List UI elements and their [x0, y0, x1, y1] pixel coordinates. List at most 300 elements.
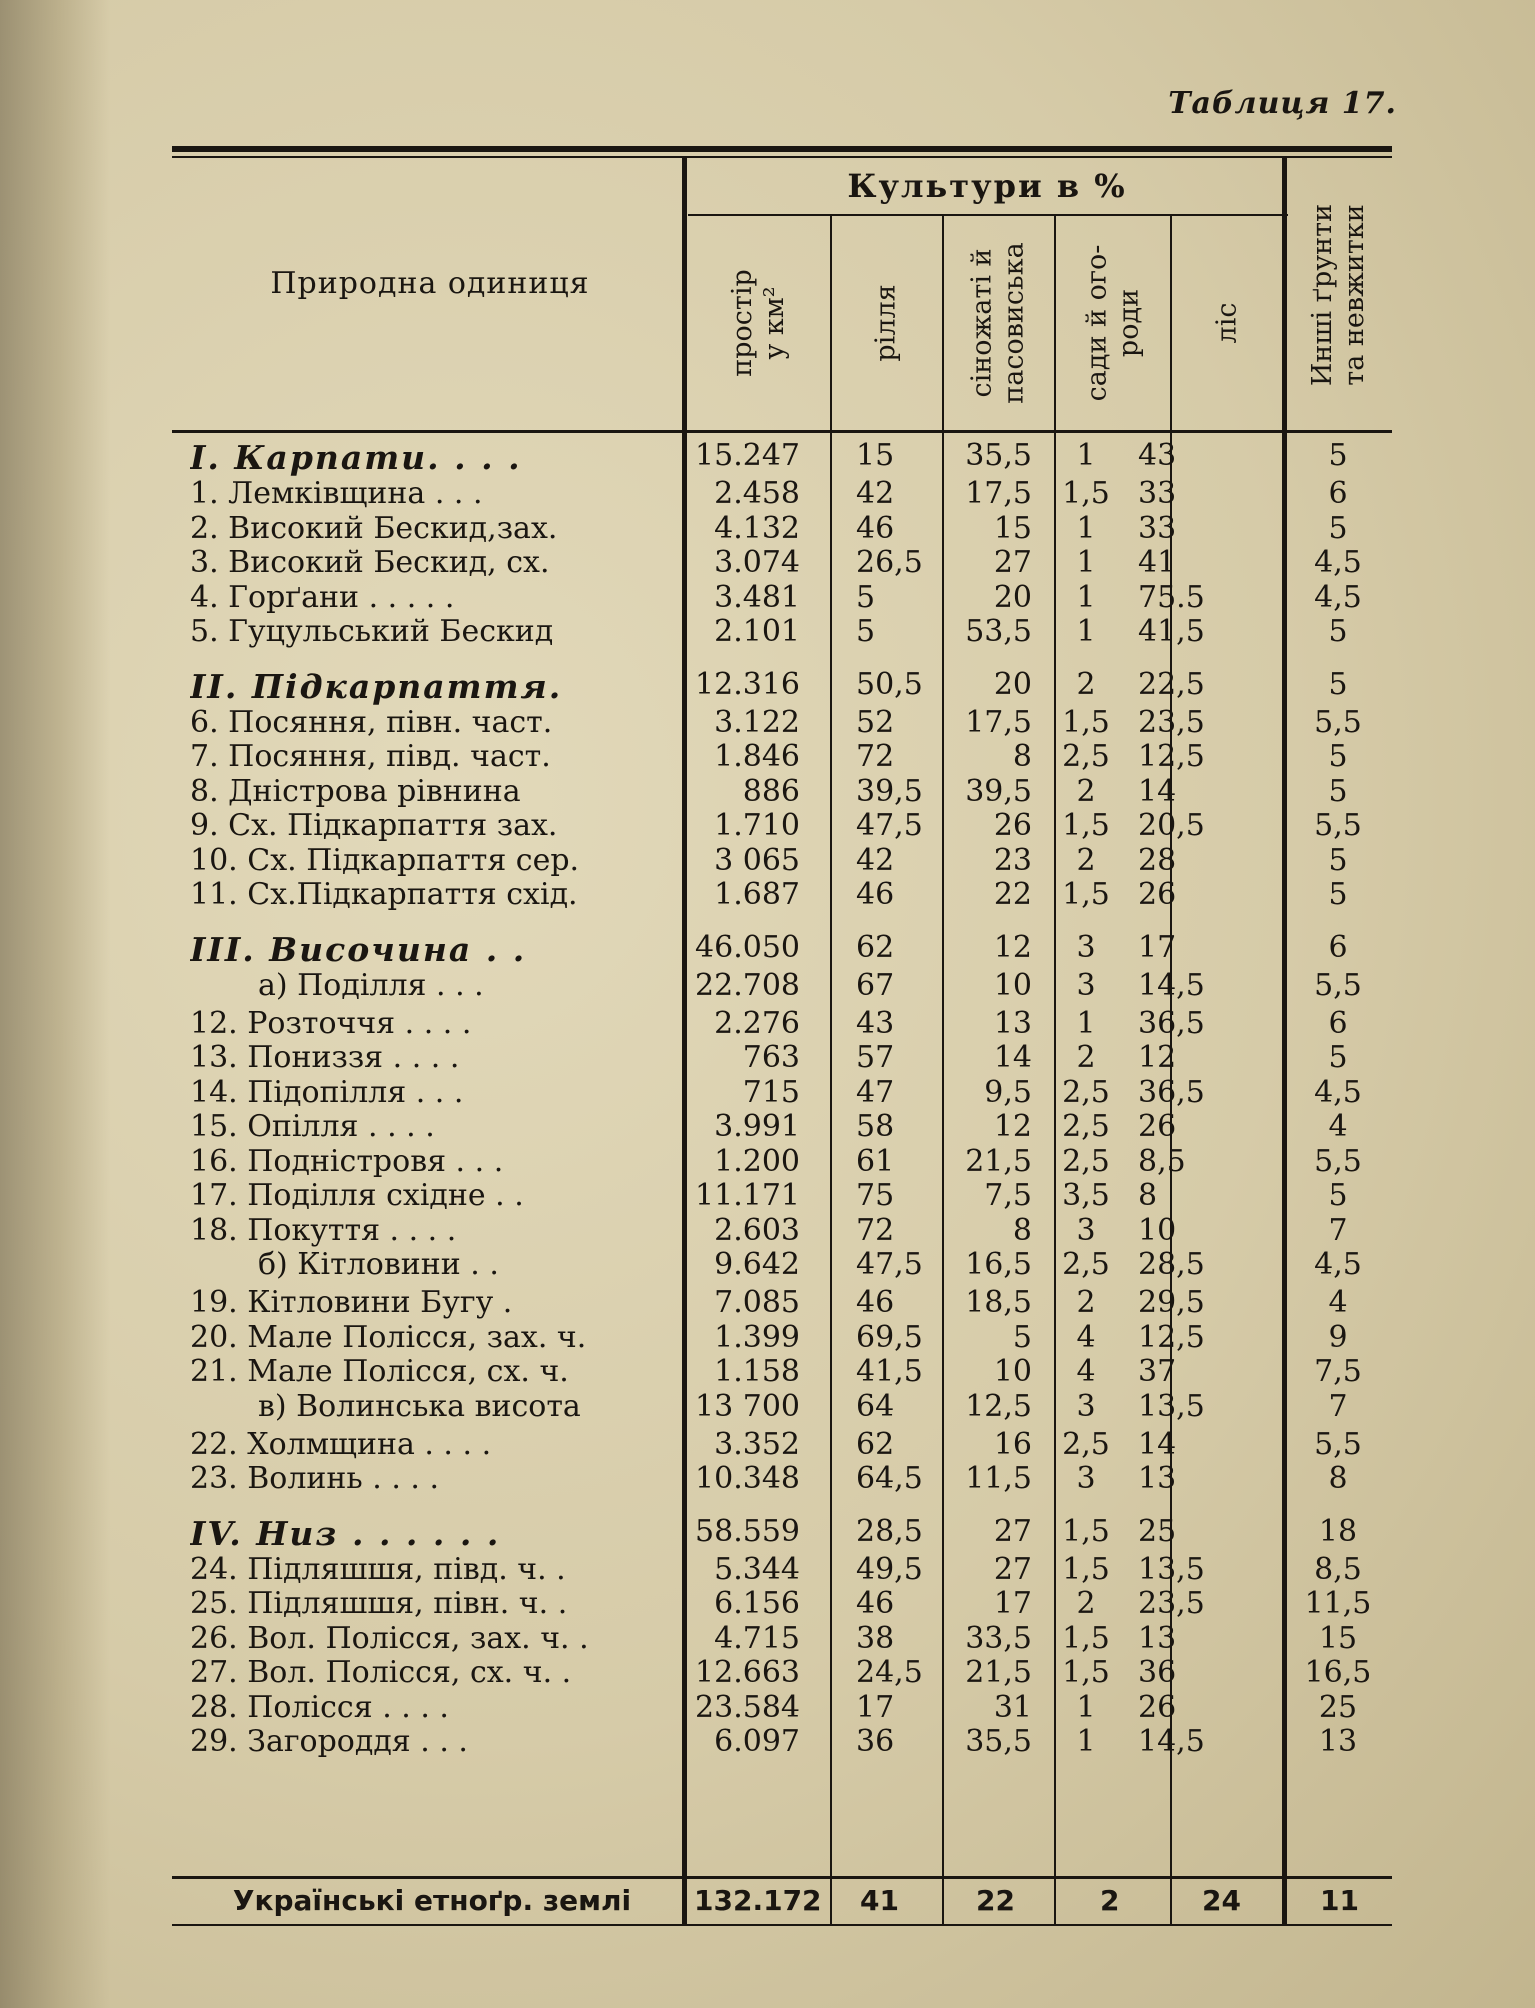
cell-rillia: 69,5 [856, 1319, 923, 1355]
cell-sady: 4 [1076, 1319, 1096, 1355]
cell-area: 1.710 [714, 808, 800, 843]
cell-sady: 1 [1076, 614, 1096, 649]
row-name: 24. Підляшшя, півд. ч. . [190, 1551, 566, 1587]
cell-sinozhati: 21,5 [965, 1655, 1032, 1690]
subgroup-row [172, 1247, 1392, 1281]
table-row [172, 1178, 1392, 1212]
cell-sady: 2,5 [1062, 1109, 1110, 1144]
page-edge-shadow [0, 0, 110, 2008]
cell-sady: 3 [1076, 967, 1096, 1003]
group-row [172, 438, 1392, 477]
cell-area: 3.481 [714, 579, 800, 615]
cell-area: 715 [742, 1074, 800, 1110]
cell-area: 763 [742, 1040, 800, 1075]
table-row [172, 545, 1392, 579]
cell-rillia: 42 [856, 476, 895, 511]
header-lis: ліс [1210, 302, 1242, 344]
cell-lis: 26 [1138, 877, 1177, 912]
cell-lis: 36,5 [1138, 1074, 1205, 1110]
cell-lis: 14 [1138, 773, 1177, 809]
cell-lis: 8 [1138, 1178, 1158, 1213]
cell-sinozhati: 26 [993, 808, 1032, 843]
cell-sinozhati: 11,5 [965, 1461, 1032, 1496]
cell-sady: 3,5 [1062, 1178, 1110, 1213]
total-sady: 2 [1100, 1884, 1120, 1917]
cell-lis: 17 [1138, 929, 1177, 965]
cell-sinozhati: 16 [993, 1426, 1032, 1462]
cell-rillia: 67 [856, 967, 895, 1003]
cell-sinozhati: 33,5 [965, 1620, 1032, 1656]
cell-area: 1.399 [714, 1319, 800, 1355]
row-name: III. Височина . . [190, 929, 527, 969]
cell-sady: 1 [1076, 545, 1096, 580]
cell-sady: 1 [1076, 579, 1096, 615]
table-row [172, 774, 1392, 808]
cell-rillia: 38 [856, 1620, 895, 1656]
cell-sady: 2 [1076, 666, 1096, 702]
table-row [172, 1006, 1392, 1040]
row-name: 4. Горґани . . . . . [190, 579, 455, 615]
cell-rillia: 64,5 [856, 1461, 923, 1496]
cell-inshi: 5 [1328, 1040, 1348, 1075]
row-name: 25. Підляшшя, півн. ч. . [190, 1586, 568, 1621]
cell-inshi: 5 [1328, 877, 1348, 912]
table-row [172, 739, 1392, 773]
cell-area: 58.559 [695, 1513, 800, 1549]
cell-lis: 26 [1138, 1689, 1177, 1725]
cell-inshi: 4,5 [1314, 545, 1362, 580]
cell-inshi: 5 [1328, 739, 1348, 774]
cell-rillia: 41,5 [856, 1354, 923, 1389]
cell-sinozhati: 21,5 [965, 1143, 1032, 1179]
cell-sady: 1 [1076, 1689, 1096, 1725]
table-row [172, 1109, 1392, 1143]
cell-inshi: 5 [1328, 510, 1348, 546]
cell-sady: 1 [1076, 1724, 1096, 1759]
cell-inshi: 15 [1318, 1620, 1358, 1656]
cell-sinozhati: 27 [993, 1513, 1032, 1549]
row-name: 14. Підопілля . . . [190, 1074, 464, 1110]
cell-inshi: 16,5 [1304, 1655, 1372, 1690]
cell-sady: 1,5 [1062, 1620, 1110, 1656]
cell-sady: 2,5 [1062, 739, 1110, 774]
total-row [172, 1884, 1392, 1924]
cell-lis: 28 [1138, 842, 1177, 878]
cell-inshi: 5,5 [1314, 1426, 1362, 1462]
table-row [172, 1285, 1392, 1319]
table-row [172, 580, 1392, 614]
group-row [172, 929, 1392, 969]
cell-lis: 41,5 [1138, 614, 1205, 649]
row-name: 17. Поділля східне . . [190, 1178, 524, 1213]
row-name: 3. Високий Бескид, сх. [190, 545, 550, 580]
data-table [172, 146, 1392, 1926]
cell-inshi: 8 [1328, 1461, 1348, 1496]
cell-sady: 2,5 [1062, 1143, 1110, 1179]
cell-rillia: 46 [856, 1586, 895, 1621]
cell-sinozhati: 10 [993, 967, 1032, 1003]
cell-inshi: 13 [1318, 1724, 1358, 1759]
cell-rillia: 62 [856, 929, 895, 965]
group-row [172, 666, 1392, 706]
cell-inshi: 8,5 [1314, 1551, 1362, 1587]
table-row [172, 1724, 1392, 1758]
cell-lis: 22,5 [1138, 666, 1205, 702]
cell-area: 1.158 [714, 1354, 800, 1389]
cell-rillia: 49,5 [856, 1551, 923, 1587]
bottom-rule [172, 1924, 1392, 1926]
total-lis: 24 [1202, 1884, 1241, 1917]
row-name: 22. Холмщина . . . . [190, 1426, 492, 1462]
cell-rillia: 62 [856, 1426, 895, 1462]
cell-inshi: 11,5 [1304, 1586, 1372, 1621]
cell-area: 1.846 [714, 739, 800, 774]
cell-sinozhati: 12,5 [965, 1388, 1032, 1424]
cell-inshi: 7,5 [1314, 1354, 1362, 1389]
cell-inshi: 5 [1328, 614, 1348, 649]
table-row [172, 1144, 1392, 1178]
total-inshi: 11 [1320, 1884, 1359, 1917]
cell-inshi: 5 [1328, 1178, 1348, 1213]
header-rillia: рілля [870, 284, 902, 362]
table-row [172, 1427, 1392, 1461]
cell-area: 13 700 [695, 1388, 800, 1424]
row-name: 5. Гуцульський Бескид [190, 614, 554, 649]
cell-sinozhati: 27 [993, 545, 1032, 580]
cell-sinozhati: 53,5 [965, 614, 1032, 649]
cell-lis: 36 [1138, 1655, 1177, 1690]
cell-sady: 3 [1076, 929, 1096, 965]
cell-sady: 1 [1076, 438, 1096, 473]
row-name: в) Волинська висота [258, 1388, 581, 1424]
row-name: 16. Подністровя . . . [190, 1143, 504, 1179]
cell-inshi: 7 [1328, 1388, 1348, 1424]
table-row [172, 1586, 1392, 1620]
cell-rillia: 61 [856, 1143, 895, 1179]
cell-sady: 1,5 [1062, 1551, 1110, 1587]
cell-area: 9.642 [714, 1247, 800, 1282]
row-name: 1. Лемківщина . . . [190, 476, 483, 511]
cell-inshi: 9 [1328, 1319, 1348, 1355]
table-row [172, 1320, 1392, 1354]
table-row [172, 843, 1392, 877]
cell-sady: 1,5 [1062, 1655, 1110, 1690]
cell-area: 3.122 [714, 704, 800, 740]
total-rule [172, 1876, 1392, 1879]
cell-sinozhati: 17,5 [965, 476, 1032, 511]
header-cultures: Культури в % [847, 167, 1127, 205]
row-name: 8. Дністрова рівнина [190, 773, 521, 809]
cell-inshi: 5 [1328, 438, 1348, 473]
cell-sady: 1,5 [1062, 476, 1110, 511]
cell-rillia: 47,5 [856, 808, 923, 843]
cell-area: 10.348 [695, 1461, 800, 1496]
cell-area: 6.156 [714, 1586, 800, 1621]
cell-sinozhati: 17 [993, 1586, 1032, 1621]
cell-rillia: 50,5 [856, 666, 923, 702]
cell-rillia: 39,5 [856, 773, 923, 809]
cell-sinozhati: 20 [993, 579, 1032, 615]
row-name: 20. Мале Полісся, зах. ч. [190, 1319, 587, 1355]
cell-lis: 33 [1138, 476, 1177, 511]
row-name: IV. Низ . . . . . . [190, 1513, 501, 1553]
row-name: 28. Полісся . . . . [190, 1689, 449, 1725]
cell-rillia: 28,5 [856, 1513, 923, 1549]
cell-area: 11.171 [695, 1178, 800, 1213]
cell-sady: 1 [1076, 1005, 1096, 1041]
cell-lis: 28,5 [1138, 1247, 1205, 1282]
cell-sinozhati: 7,5 [984, 1178, 1032, 1213]
cell-rillia: 5 [856, 579, 876, 615]
subgroup-row [172, 968, 1392, 1002]
cell-lis: 14 [1138, 1426, 1177, 1462]
cell-rillia: 57 [856, 1040, 895, 1075]
cell-rillia: 47,5 [856, 1247, 923, 1282]
header-sinozhati: сіножаті й пасовиська [967, 242, 1030, 404]
cell-rillia: 64 [856, 1388, 895, 1424]
cell-sady: 2 [1076, 1285, 1096, 1320]
cell-rillia: 24,5 [856, 1655, 923, 1690]
cell-area: 1.200 [714, 1143, 800, 1179]
cell-sady: 3 [1076, 1388, 1096, 1424]
cell-sady: 2 [1076, 773, 1096, 809]
cell-area: 15.247 [695, 438, 800, 473]
header-inshi: Инші ґрунти та невжитки [1307, 203, 1371, 387]
row-name: 23. Волинь . . . . [190, 1461, 440, 1496]
row-name: 11. Сх.Підкарпаття схід. [190, 877, 578, 912]
row-name: 7. Посяння, півд. част. [190, 739, 551, 774]
cell-rillia: 52 [856, 704, 895, 740]
row-name: 12. Розточчя . . . . [190, 1005, 472, 1041]
table-row [172, 705, 1392, 739]
row-name: 6. Посяння, півн. част. [190, 704, 553, 740]
cell-lis: 8,5 [1138, 1143, 1186, 1179]
cell-sady: 2,5 [1062, 1426, 1110, 1462]
table-row [172, 808, 1392, 842]
cell-lis: 41 [1138, 545, 1177, 580]
cell-sinozhati: 23 [993, 842, 1032, 878]
cell-area: 3 065 [714, 842, 800, 878]
cell-sady: 1,5 [1062, 704, 1110, 740]
cell-inshi: 4,5 [1314, 579, 1362, 615]
cell-area: 5.344 [714, 1551, 800, 1587]
cell-area: 886 [742, 773, 800, 809]
cell-lis: 23,5 [1138, 704, 1205, 740]
cell-area: 4.132 [714, 510, 800, 546]
cell-inshi: 5,5 [1314, 704, 1362, 740]
cell-area: 3.352 [714, 1426, 800, 1462]
cell-sady: 1,5 [1062, 808, 1110, 843]
table-row [172, 1655, 1392, 1689]
table-row [172, 1461, 1392, 1495]
cell-rillia: 26,5 [856, 545, 923, 580]
top-rule [172, 146, 1392, 152]
cell-rillia: 47 [856, 1074, 895, 1110]
cell-inshi: 5 [1328, 842, 1348, 878]
header-unit: Природна одиниця [270, 266, 590, 301]
cell-sinozhati: 20 [993, 666, 1032, 702]
table-row [172, 877, 1392, 911]
group-row [172, 1513, 1392, 1553]
cell-sinozhati: 14 [993, 1040, 1032, 1075]
cell-inshi: 4,5 [1314, 1247, 1362, 1282]
cell-sinozhati: 35,5 [965, 1724, 1032, 1759]
cell-area: 46.050 [695, 929, 800, 965]
cell-lis: 36,5 [1138, 1005, 1205, 1041]
row-name: 15. Опілля . . . . [190, 1109, 435, 1144]
cell-inshi: 4 [1328, 1285, 1348, 1320]
cell-lis: 14,5 [1138, 1724, 1205, 1759]
cell-lis: 75.5 [1138, 579, 1205, 615]
cell-area: 2.276 [714, 1005, 800, 1041]
table-row [172, 1690, 1392, 1724]
cell-sady: 1 [1076, 510, 1096, 546]
cell-lis: 12,5 [1138, 1319, 1205, 1355]
cell-lis: 13,5 [1138, 1551, 1205, 1587]
cell-lis: 43 [1138, 438, 1177, 473]
cell-sinozhati: 27 [993, 1551, 1032, 1587]
cell-area: 12.663 [695, 1655, 800, 1690]
cell-area: 2.458 [714, 476, 800, 511]
cell-rillia: 72 [856, 1212, 895, 1248]
total-area: 132.172 [694, 1884, 822, 1917]
cell-lis: 14,5 [1138, 967, 1205, 1003]
cell-inshi: 5 [1328, 666, 1348, 702]
cell-lis: 13,5 [1138, 1388, 1205, 1424]
total-rillia: 41 [860, 1884, 899, 1917]
cell-rillia: 5 [856, 614, 876, 649]
cell-area: 12.316 [695, 666, 800, 702]
cell-area: 23.584 [695, 1689, 800, 1725]
cell-sady: 2,5 [1062, 1247, 1110, 1282]
row-name: II. Підкарпаття. [190, 666, 563, 706]
cell-rillia: 15 [856, 438, 895, 473]
row-name: 10. Сх. Підкарпаття сер. [190, 842, 580, 878]
cell-sinozhati: 18,5 [965, 1285, 1032, 1320]
row-name: 26. Вол. Полісся, зах. ч. . [190, 1620, 589, 1656]
cell-rillia: 75 [856, 1178, 895, 1213]
cell-rillia: 72 [856, 739, 895, 774]
cell-sinozhati: 12 [993, 929, 1032, 965]
row-name: 18. Покуття . . . . [190, 1212, 457, 1248]
cell-area: 2.101 [714, 614, 800, 649]
cell-sinozhati: 13 [993, 1005, 1032, 1041]
cell-sinozhati: 10 [993, 1354, 1032, 1389]
cell-sinozhati: 5 [1012, 1319, 1032, 1355]
cell-lis: 25 [1138, 1513, 1177, 1549]
cell-sinozhati: 8 [1012, 1212, 1032, 1248]
row-name: 27. Вол. Полісся, сх. ч. . [190, 1655, 572, 1690]
total-label: Українські етноґр. землі [232, 1884, 632, 1917]
cell-lis: 37 [1138, 1354, 1177, 1389]
cell-inshi: 4,5 [1314, 1074, 1362, 1110]
cell-area: 4.715 [714, 1620, 800, 1656]
cell-area: 1.687 [714, 877, 800, 912]
cell-lis: 13 [1138, 1461, 1177, 1496]
cell-inshi: 5 [1328, 773, 1348, 809]
cell-lis: 12 [1138, 1040, 1177, 1075]
cell-inshi: 7 [1328, 1212, 1348, 1248]
cell-area: 22.708 [695, 967, 800, 1003]
cell-sinozhati: 35,5 [965, 438, 1032, 473]
cell-sinozhati: 17,5 [965, 704, 1032, 740]
cell-inshi: 5,5 [1314, 808, 1362, 843]
row-name: 13. Пониззя . . . . [190, 1040, 460, 1075]
row-name: 19. Кітловини Бугу . [190, 1285, 513, 1320]
cell-sinozhati: 15 [993, 510, 1032, 546]
table-row [172, 1552, 1392, 1586]
table-row [172, 476, 1392, 510]
row-name: I. Карпати. . . . [190, 438, 522, 477]
table-row [172, 614, 1392, 648]
cell-area: 6.097 [714, 1724, 800, 1759]
cell-sady: 2 [1076, 1586, 1096, 1621]
cell-sinozhati: 12 [993, 1109, 1032, 1144]
row-name: 2. Високий Бескид,зах. [190, 510, 558, 546]
table-row [172, 511, 1392, 545]
cell-sady: 2 [1076, 842, 1096, 878]
cell-sady: 2,5 [1062, 1074, 1110, 1110]
cell-sinozhati: 31 [993, 1689, 1032, 1725]
row-name: а) Поділля . . . [258, 967, 484, 1003]
cell-rillia: 46 [856, 1285, 895, 1320]
cell-inshi: 4 [1328, 1109, 1348, 1144]
cell-rillia: 17 [856, 1689, 895, 1725]
cell-sinozhati: 8 [1012, 739, 1032, 774]
cell-rillia: 46 [856, 510, 895, 546]
cell-inshi: 6 [1328, 929, 1348, 965]
cell-lis: 10 [1138, 1212, 1177, 1248]
row-name: 21. Мале Полісся, сх. ч. [190, 1354, 569, 1389]
cell-sinozhati: 16,5 [965, 1247, 1032, 1282]
table-number: Таблиця 17. [1168, 86, 1397, 121]
cell-sinozhati: 39,5 [965, 773, 1032, 809]
cell-rillia: 58 [856, 1109, 895, 1144]
total-sinozhati: 22 [976, 1884, 1015, 1917]
cell-lis: 13 [1138, 1620, 1177, 1656]
cell-sady: 1,5 [1062, 1513, 1110, 1549]
cell-rillia: 43 [856, 1005, 895, 1041]
header-area: простір у км² [726, 269, 790, 377]
subgroup-row [172, 1389, 1392, 1423]
table-row [172, 1213, 1392, 1247]
cell-area: 2.603 [714, 1212, 800, 1248]
cell-lis: 23,5 [1138, 1586, 1205, 1621]
cell-lis: 33 [1138, 510, 1177, 546]
cell-lis: 29,5 [1138, 1285, 1205, 1320]
cell-area: 7.085 [714, 1285, 800, 1320]
cell-sady: 4 [1076, 1354, 1096, 1389]
table-row [172, 1354, 1392, 1388]
cell-sinozhati: 22 [993, 877, 1032, 912]
cell-rillia: 36 [856, 1724, 895, 1759]
row-name: б) Кітловини . . [258, 1247, 499, 1282]
cell-lis: 12,5 [1138, 739, 1205, 774]
cell-sady: 2 [1076, 1040, 1096, 1075]
table-row [172, 1075, 1392, 1109]
cell-rillia: 42 [856, 842, 895, 878]
cell-inshi: 6 [1328, 476, 1348, 511]
row-name: 29. Загороддя . . . [190, 1724, 468, 1759]
header-rule [172, 430, 1392, 433]
header-sady: сади й ого- роди [1081, 244, 1144, 402]
cell-sady: 3 [1076, 1212, 1096, 1248]
cell-inshi: 6 [1328, 1005, 1348, 1041]
cell-sady: 1,5 [1062, 877, 1110, 912]
cell-lis: 20,5 [1138, 808, 1205, 843]
cell-lis: 26 [1138, 1109, 1177, 1144]
cell-rillia: 46 [856, 877, 895, 912]
